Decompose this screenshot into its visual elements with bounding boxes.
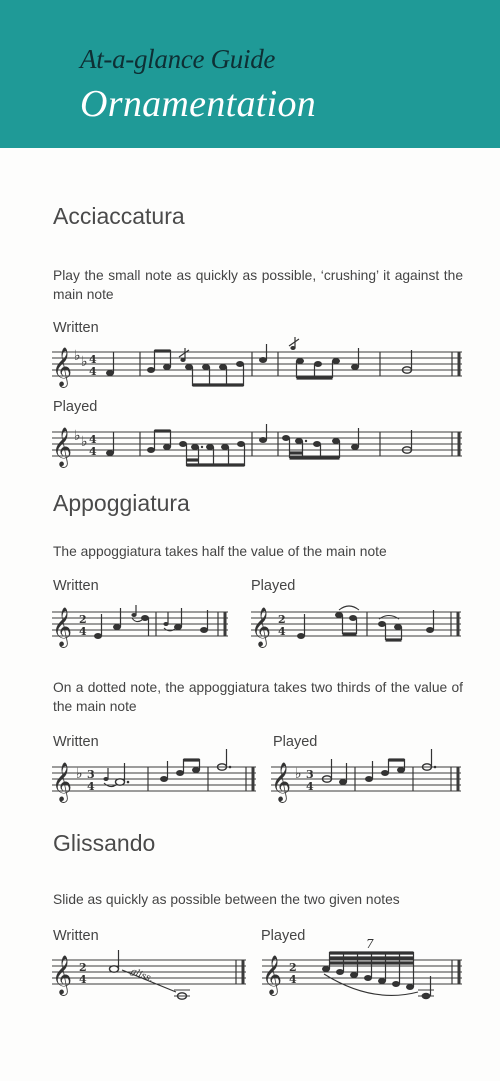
svg-text:4: 4	[79, 973, 87, 986]
treble-clef-icon: 𝄞	[52, 607, 73, 647]
time-signature: 4	[89, 433, 97, 446]
time-signature: 2	[79, 613, 87, 626]
treble-clef-icon: 𝄞	[52, 347, 73, 387]
flat-sign-icon: ♭	[76, 766, 83, 782]
appoggiatura-dotted-written-staff	[52, 755, 260, 803]
time-signature: 3	[306, 768, 314, 781]
gliss-annotation: gliss.	[128, 966, 155, 985]
glissando-description: Slide as quickly as possible between the two given notes	[53, 892, 400, 907]
treble-clef-icon: 𝄞	[262, 955, 283, 995]
appoggiatura-played-staff	[251, 600, 463, 648]
time-signature: 2	[278, 613, 286, 626]
glissando-written-label: Written	[53, 928, 99, 944]
svg-text:♭: ♭	[81, 354, 88, 370]
time-signature: 3	[87, 768, 95, 781]
acciaccatura-played-label: Played	[53, 399, 98, 415]
svg-text:4: 4	[306, 780, 314, 793]
time-signature: 2	[289, 961, 297, 974]
svg-text:4: 4	[79, 625, 87, 638]
glissando-written-staff	[52, 948, 248, 1004]
svg-text:4: 4	[89, 445, 97, 458]
glissando-played-staff	[262, 938, 464, 1004]
flat-sign-icon: ♭	[74, 348, 81, 364]
appoggiatura-dotted-played-label: Played	[273, 734, 318, 750]
section-heading-glissando: Glissando	[53, 830, 156, 856]
acciaccatura-description: Play the small note as quickly as possible, ‘crushing’ it against the main note	[53, 268, 463, 302]
treble-clef-icon: 𝄞	[52, 762, 73, 802]
guide-title: Ornamentation	[80, 83, 317, 125]
appoggiatura-dotted-written-label: Written	[53, 734, 99, 750]
acciaccatura-written-label: Written	[53, 320, 99, 336]
appoggiatura-description: The appoggiatura takes half the value of the main note	[53, 544, 387, 559]
appoggiatura-dotted-played-staff	[271, 755, 463, 803]
header-banner	[0, 0, 500, 148]
treble-clef-icon: 𝄞	[251, 607, 272, 647]
svg-text:4: 4	[89, 365, 97, 378]
septuplet-annotation: 7	[366, 937, 374, 951]
section-heading-appoggiatura: Appoggiatura	[53, 490, 190, 516]
svg-text:4: 4	[87, 780, 95, 793]
svg-text:4: 4	[289, 973, 297, 986]
time-signature: 4	[89, 353, 97, 366]
flat-sign-icon: ♭	[295, 766, 302, 782]
svg-text:4: 4	[278, 625, 286, 638]
acciaccatura-written-staff	[52, 340, 464, 392]
treble-clef-icon: 𝄞	[52, 427, 73, 467]
appoggiatura-dotted-description: On a dotted note, the appoggiatura takes two thirds of the value of the main note	[53, 680, 463, 714]
treble-clef-icon: 𝄞	[52, 955, 73, 995]
appoggiatura-written-staff	[52, 600, 232, 648]
acciaccatura-played-staff	[52, 420, 464, 472]
flat-sign-icon: ♭	[74, 428, 81, 444]
appoggiatura-played-label: Played	[251, 578, 296, 594]
time-signature: 2	[79, 961, 87, 974]
guide-subtitle: At-a-glance Guide	[80, 44, 276, 74]
appoggiatura-written-label: Written	[53, 578, 99, 594]
glissando-played-label: Played	[261, 928, 306, 944]
svg-text:♭: ♭	[81, 434, 88, 450]
treble-clef-icon: 𝄞	[271, 762, 292, 802]
section-heading-acciaccatura: Acciaccatura	[53, 203, 185, 229]
